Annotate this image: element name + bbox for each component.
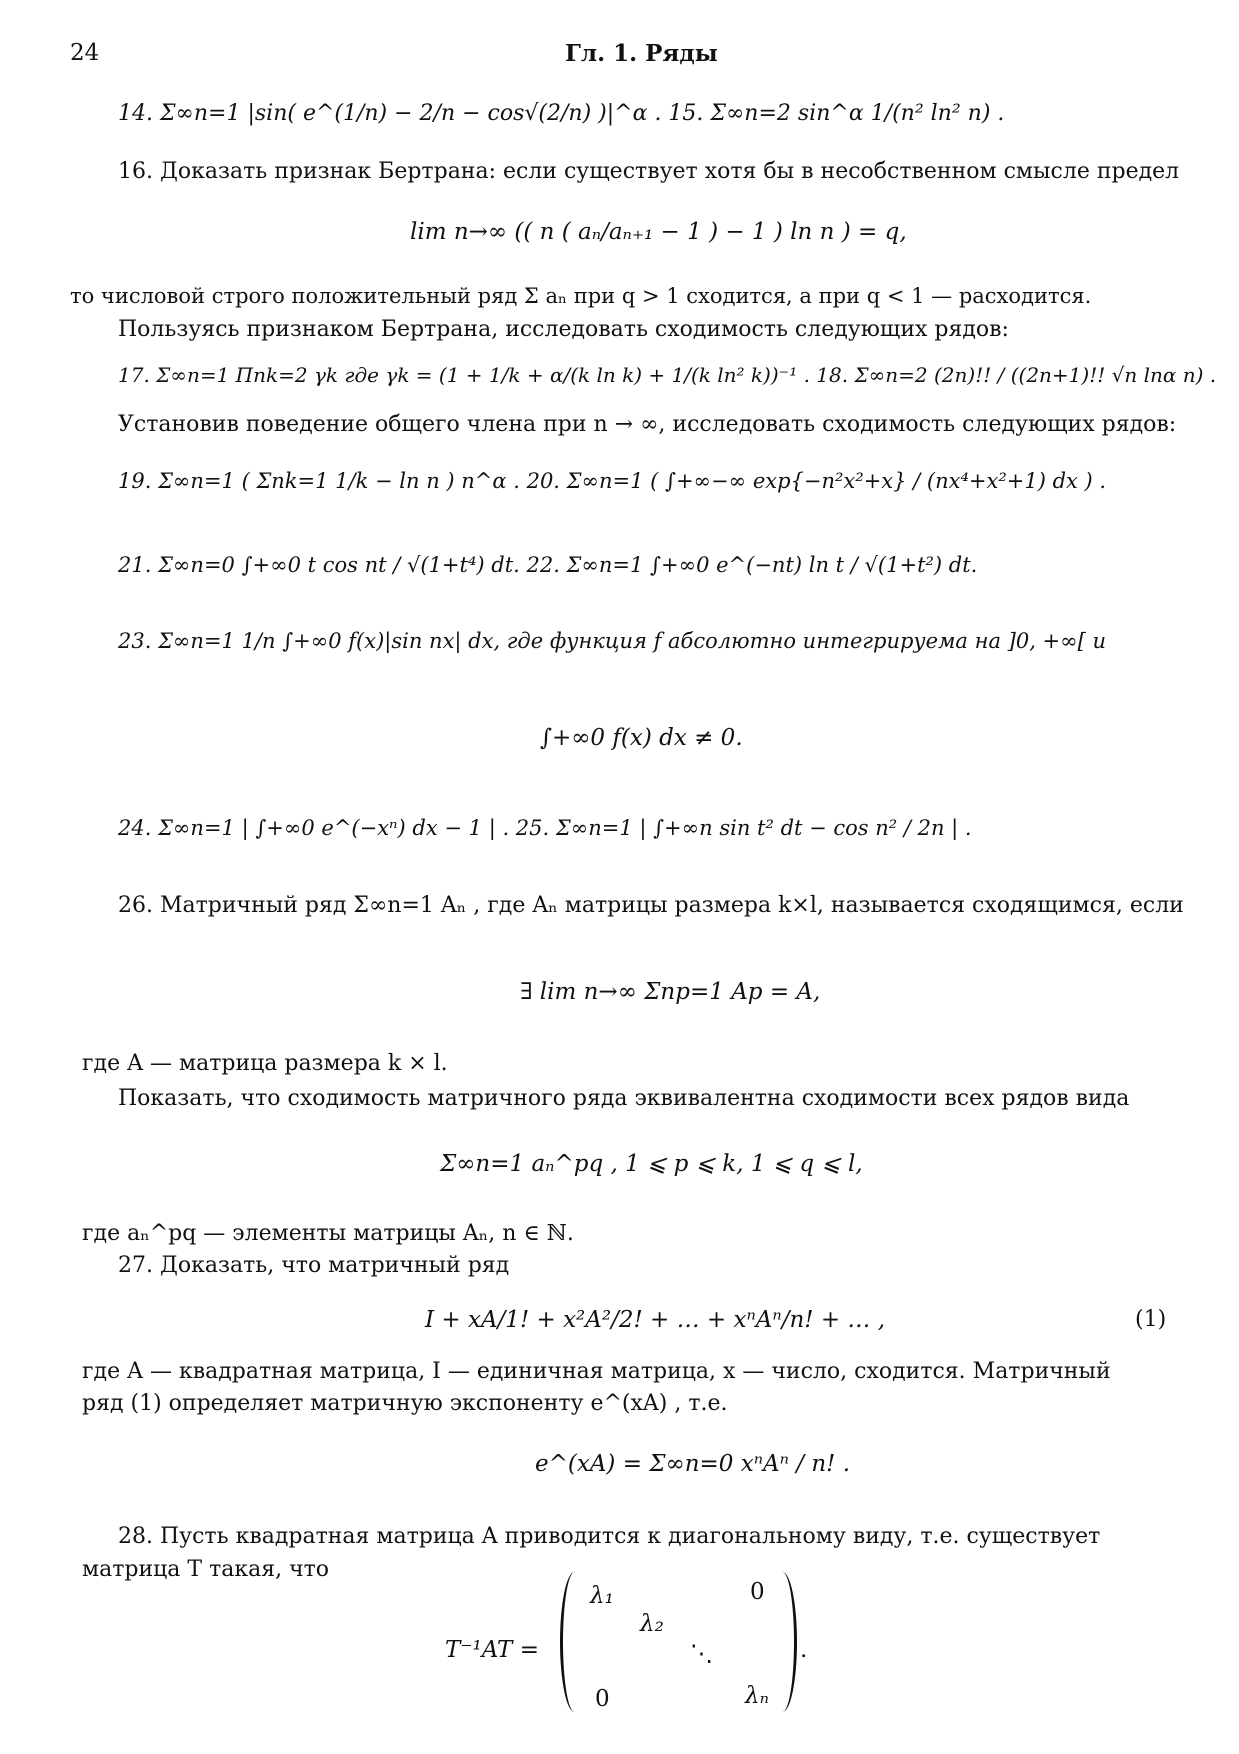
diagonal-dots: ⋱: [690, 1641, 713, 1667]
lambda-1: λ₁: [590, 1583, 614, 1609]
matrix-period: .: [800, 1637, 808, 1663]
problem-17-18: 17. Σ∞n=1 Πnk=2 γk где γk = (1 + 1/k + α/(k ln k) + 1/(k ln² k))⁻¹ . 18. Σ∞n=2 (2n)!! / ((2n+1)!! √n lnα n) .: [118, 363, 1217, 387]
problem-28-text-2: матрица T такая, что: [82, 1557, 330, 1582]
bertrand-limit: lim n→∞ (( n ( aₙ/aₙ₊₁ − 1 ) − 1 ) ln n ) = q,: [410, 219, 907, 245]
problem-24-25: 24. Σ∞n=1 | ∫+∞0 e^(−xⁿ) dx − 1 | . 25. Σ∞n=1 | ∫+∞n sin t² dt − cos n² / 2n | .: [118, 816, 972, 840]
problem-23-integral: ∫+∞0 f(x) dx ≠ 0.: [540, 725, 743, 751]
problem-26-where: где A — матрица размера k × l.: [82, 1051, 448, 1076]
lambda-n: λₙ: [745, 1683, 769, 1709]
right-paren: [768, 1572, 797, 1712]
page-number: 24: [70, 40, 100, 66]
problem-19-20: 19. Σ∞n=1 ( Σnk=1 1/k − ln n ) n^α . 20. Σ∞n=1 ( ∫+∞−∞ exp{−n²x²+x} / (nx⁴+x²+1) dx ) .: [118, 469, 1107, 493]
problem-26-limit: ∃ lim n→∞ Σnp=1 Ap = A,: [520, 979, 821, 1005]
problem-14-15: 14. Σ∞n=1 |sin( e^(1/n) − 2/n − cos√(2/n) )|^α . 15. Σ∞n=2 sin^α 1/(n² ln² n) .: [118, 101, 1005, 126]
problem-27-series: I + xA/1! + x²A²/2! + … + xⁿAⁿ/n! + … ,: [425, 1307, 886, 1333]
equation-number: (1): [1135, 1307, 1167, 1332]
zero-top-right: 0: [750, 1579, 765, 1605]
problem-16-cont: то числовой строго положительный ряд Σ aₙ при q > 1 сходится, а при q < 1 — расходится.: [70, 284, 1092, 308]
problem-21-22: 21. Σ∞n=0 ∫+∞0 t cos nt / √(1+t⁴) dt. 22. Σ∞n=1 ∫+∞0 e^(−nt) ln t / √(1+t²) dt.: [118, 553, 978, 577]
problem-27-where: где A — квадратная матрица, I — единичная матрица, x — число, сходится. Матричный: [82, 1359, 1111, 1384]
chapter-title: Гл. 1. Ряды: [565, 40, 718, 67]
problem-28-text: 28. Пусть квадратная матрица A приводится к диагональному виду, т.е. существует: [118, 1524, 1101, 1549]
lambda-2: λ₂: [640, 1611, 664, 1637]
left-paren: [560, 1572, 589, 1712]
zero-bottom-left: 0: [595, 1686, 610, 1712]
problem-26-elements: где aₙ^pq — элементы матрицы Aₙ, n ∈ ℕ.: [82, 1221, 574, 1246]
problem-27-where2: ряд (1) определяет матричную экспоненту e^(xA) , т.е.: [82, 1391, 728, 1416]
matrix-exponent: e^(xA) = Σ∞n=0 xⁿAⁿ / n! .: [535, 1451, 851, 1477]
problem-27-text: 27. Доказать, что матричный ряд: [118, 1253, 510, 1278]
problem-23: 23. Σ∞n=1 1/n ∫+∞0 f(x)|sin nx| dx, где функция f абсолютно интегрируема на ]0, +∞[ и: [118, 629, 1107, 653]
problem-26-show: Показать, что сходимость матричного ряда эквивалентна сходимости всех рядов вида: [118, 1086, 1130, 1111]
behaviour-instruction: Установив поведение общего члена при n → ∞, исследовать сходимость следующих рядов:: [118, 412, 1177, 437]
problem-26-text: 26. Матричный ряд Σ∞n=1 Aₙ , где Aₙ матрицы размера k×l, называется сходящимся, если: [118, 893, 1184, 918]
problem-16-instruction: Пользуясь признаком Бертрана, исследовать сходимость следующих рядов:: [118, 317, 1009, 342]
problem-26-series: Σ∞n=1 aₙ^pq , 1 ⩽ p ⩽ k, 1 ⩽ q ⩽ l,: [440, 1151, 863, 1177]
problem-16-text: 16. Доказать признак Бертрана: если существует хотя бы в несобственном смысле предел: [118, 159, 1180, 184]
matrix-lhs: T⁻¹AT =: [445, 1637, 539, 1663]
